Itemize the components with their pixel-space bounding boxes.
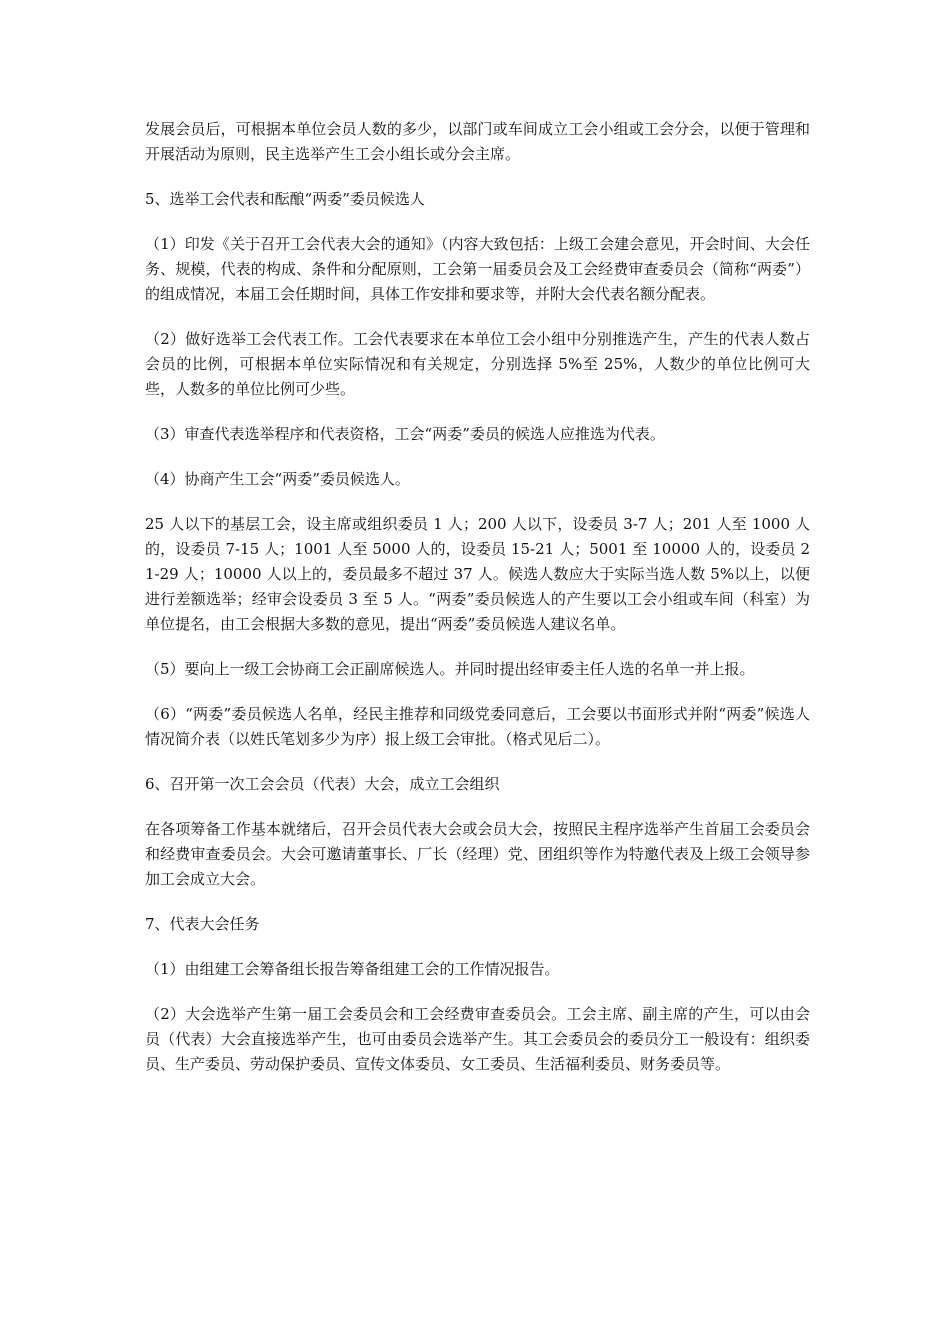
paragraph-task-1: （1）由组建工会筹备组长报告筹备组建工会的工作情况报告。: [145, 960, 560, 978]
section-heading-6: 6、召开第一次工会会员（代表）大会，成立工会组织: [145, 775, 500, 793]
paragraph-item-3-review: （3）审查代表选举程序和代表资格，工会“两委”委员的候选人应推选为代表。: [145, 425, 665, 443]
paragraph-item-4-candidates: （4）协商产生工会“两委”委员候选人。: [145, 470, 410, 488]
section-heading-5: 5、选举工会代表和酝酿“两委”委员候选人: [145, 190, 425, 208]
paragraph-committee-size: 25 人以下的基层工会，设主席或组织委员 1 人；200 人以下，设委员 3-7 人；201 人至 1000 人的，设委员 7-15 人；1001 人至 5000 人的，设委员 15-21 人；5001 至 10000 人的，设委员 21-29 人；10000 人以上的，委员最多不超过 37 人。候选人数应大于实际当选人数 5%以上，以便进行差额选举；经审会设委员 3 至 5 人。“两委”委员候选人的产生要以工会小组或车间（科室）为单位提名，由工会根据大多数的意见，提出“两委”委员候选人建议名单。: [145, 515, 810, 633]
paragraph-founding-congress: 在各项筹备工作基本就绪后，召开会员代表大会或会员大会，按照民主程序选举产生首届工会委员会和经费审查委员会。大会可邀请董事长、厂长（经理）党、团组织等作为特邀代表及上级工会领导参加工会成立大会。: [145, 820, 810, 888]
document-page: [145, 117, 810, 1097]
paragraph-item-6-approval: （6）“两委”委员候选人名单，经民主推荐和同级党委同意后，工会要以书面形式并附“两委”候选人情况简介表（以姓氏笔划多少为序）报上级工会审批。（格式见后二）。: [145, 705, 810, 748]
paragraph-task-2: （2）大会选举产生第一届工会委员会和工会经费审查委员会。工会主席、副主席的产生，可以由会员（代表）大会直接选举产生，也可由委员会选举产生。其工会委员会的委员分工一般设有：组织委员、生产委员、劳动保护委员、宣传文体委员、女工委员、生活福利委员、财务委员等。: [145, 1005, 810, 1073]
paragraph-item-1-notice: （1）印发《关于召开工会代表大会的通知》（内容大致包括：上级工会建会意见，开会时间、大会任务、规模，代表的构成、条件和分配原则，工会第一届委员会及工会经费审查委员会（简称“两委”）的组成情况，本届工会任期时间，具体工作安排和要求等，并附大会代表名额分配表。: [145, 235, 810, 303]
paragraph-item-2-elect-delegates: （2）做好选举工会代表工作。工会代表要求在本单位工会小组中分别推选产生，产生的代表人数占会员的比例，可根据本单位实际情况和有关规定，分别选择 5%至 25%，人数少的单位比例可大些，人数多的单位比例可少些。: [145, 330, 810, 398]
paragraph-member-groups: 发展会员后，可根据本单位会员人数的多少，以部门或车间成立工会小组或工会分会，以便于管理和开展活动为原则，民主选举产生工会小组长或分会主席。: [145, 120, 810, 163]
paragraph-item-5-report: （5）要向上一级工会协商工会正副席候选人。并同时提出经审委主任人选的名单一并上报。: [145, 660, 755, 678]
section-heading-7: 7、代表大会任务: [145, 915, 260, 933]
